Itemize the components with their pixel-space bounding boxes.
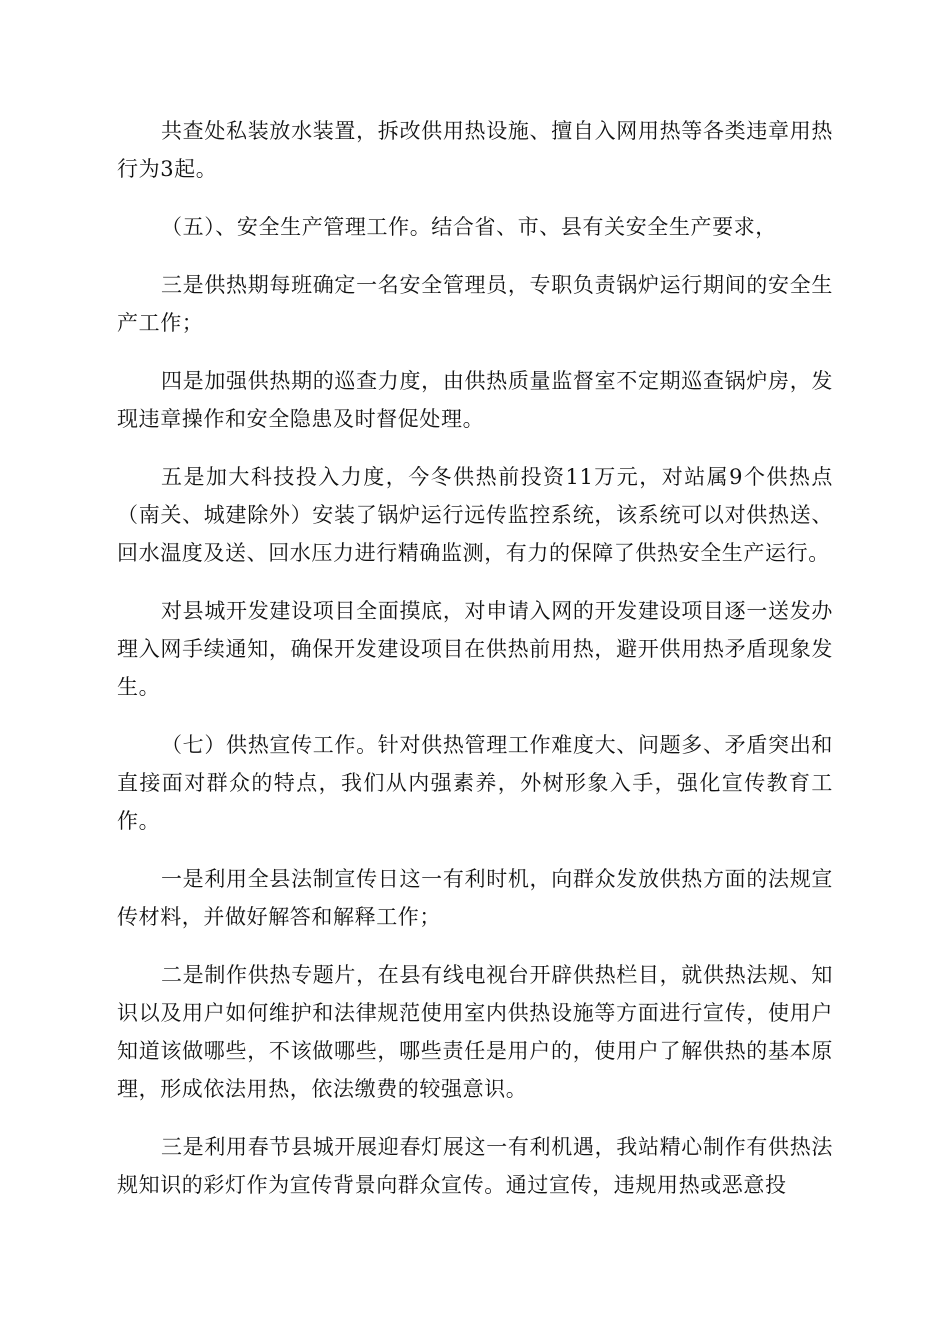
- paragraph-2: （五）、安全生产管理工作。结合省、市、县有关安全生产要求，: [161, 215, 777, 239]
- paragraph-1: 共查处私装放水装置，拆改供用热设施、擅自入网用热等各类违章用热行为3起。: [117, 119, 833, 181]
- paragraph-3: 三是供热期每班确定一名安全管理员，专职负责锅炉运行期间的安全生产工作；: [117, 273, 833, 335]
- paragraph-8: 一是利用全县法制宣传日这一有利时机，向群众发放供热方面的法规宣传材料，并做好解答和解释工作；: [117, 867, 833, 929]
- document-body: [117, 112, 833, 1224]
- paragraph-5: 五是加大科技投入力度，今冬供热前投资11万元，对站属9个供热点（南关、城建除外）安装了锅炉运行远传监控系统，该系统可以对供热送、回水温度及送、回水压力进行精确监测，有力的保障了供热安全生产运行。: [117, 465, 833, 565]
- paragraph-10: 三是利用春节县城开展迎春灯展这一有利机遇，我站精心制作有供热法规知识的彩灯作为宣传背景向群众宣传。通过宣传，违规用热或恶意投: [117, 1135, 833, 1197]
- paragraph-7: （七）供热宣传工作。针对供热管理工作难度大、问题多、矛盾突出和直接面对群众的特点，我们从内强素养，外树形象入手，强化宣传教育工作。: [117, 733, 833, 833]
- paragraph-4: 四是加强供热期的巡查力度，由供热质量监督室不定期巡查锅炉房，发现违章操作和安全隐患及时督促处理。: [117, 369, 833, 431]
- paragraph-9: 二是制作供热专题片，在县有线电视台开辟供热栏目，就供热法规、知识以及用户如何维护和法律规范使用室内供热设施等方面进行宣传，使用户知道该做哪些，不该做哪些，哪些责任是用户的，使用户了解供热的基本原理，形成依法用热，依法缴费的较强意识。: [117, 963, 833, 1101]
- paragraph-6: 对县城开发建设项目全面摸底，对申请入网的开发建设项目逐一送发办理入网手续通知，确保开发建设项目在供热前用热，避开供用热矛盾现象发生。: [117, 599, 833, 699]
